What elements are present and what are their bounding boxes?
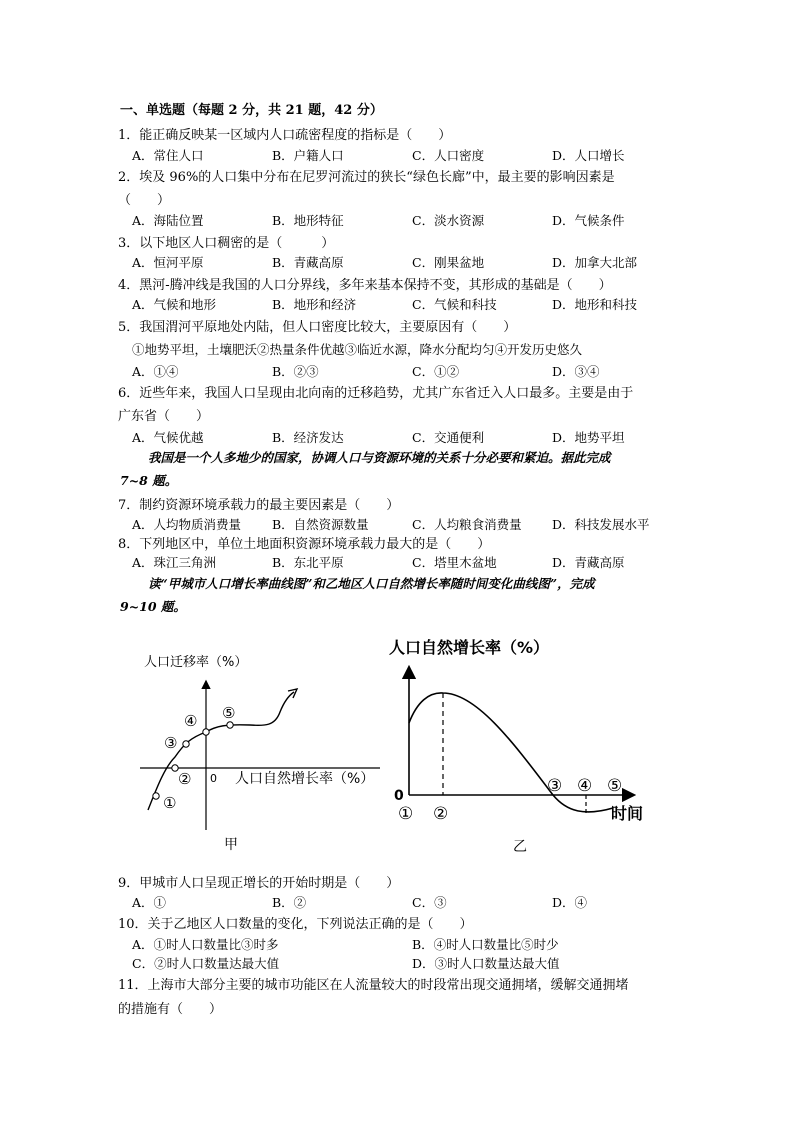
jia-origin: 0 <box>210 772 217 785</box>
option-d[interactable]: D．地形和科技 <box>552 297 638 312</box>
question-10-stem: 10．关于乙地区人口数量的变化，下列说法正确的是（ ） <box>118 917 473 932</box>
option-d[interactable]: D．科技发展水平 <box>552 517 650 532</box>
option-d[interactable]: D．青藏高原 <box>552 555 625 570</box>
option-d[interactable]: D．气候条件 <box>552 213 625 228</box>
option-a[interactable]: A．气候和地形 <box>132 297 217 312</box>
option-d[interactable]: D．地势平坦 <box>552 430 625 445</box>
option-a[interactable]: A．常住人口 <box>132 148 204 163</box>
question-5-options <box>132 362 692 380</box>
option-b[interactable]: B．② <box>272 895 307 910</box>
material-2-line-1: 读“甲城市人口增长率曲线图”和乙地区人口自然增长率随时间变化曲线图”，完成 <box>148 576 595 591</box>
yi-caption: 乙 <box>513 839 527 855</box>
option-a[interactable]: A．①时人口数量比③时多 <box>132 937 279 952</box>
option-b[interactable]: B．自然资源数量 <box>272 517 369 532</box>
option-a[interactable]: A．珠江三角洲 <box>132 555 217 570</box>
yi-label-5: ⑤ <box>607 776 623 796</box>
section-title: 一、单选题（每题 2 分，共 21 题，42 分） <box>120 103 383 118</box>
option-b[interactable]: B．青藏高原 <box>272 255 344 270</box>
figure-yi <box>385 630 675 860</box>
option-c[interactable]: C．人均粮食消费量 <box>412 517 522 532</box>
material-2-line-2: 9~10 题。 <box>120 599 186 614</box>
jia-ylabel: 人口迁移率（%） <box>144 655 248 670</box>
jia-label-3: ③ <box>164 734 178 752</box>
option-a[interactable]: A．人均物质消费量 <box>132 517 242 532</box>
jia-caption: 甲 <box>224 837 238 853</box>
jia-label-1: ① <box>163 794 177 812</box>
option-c[interactable]: C．人口密度 <box>412 148 485 163</box>
jia-point-4 <box>203 729 209 735</box>
yi-label-1: ① <box>398 804 414 824</box>
jia-point-3 <box>183 741 189 747</box>
question-2-stem: 2．埃及 96%的人口集中分布在尼罗河流过的狭长“绿色长廊”中，最主要的影响因素是 <box>118 170 615 185</box>
option-c[interactable]: C．③ <box>412 895 447 910</box>
question-9-stem: 9．甲城市人口呈现正增长的开始时期是（ ） <box>118 876 400 891</box>
yi-xlabel: 时间 <box>611 804 644 823</box>
question-5-stem: 5．我国渭河平原地处内陆，但人口密度比较大，主要原因有（ ） <box>118 320 517 335</box>
option-d[interactable]: D．④ <box>552 895 588 910</box>
question-1-options <box>132 146 692 164</box>
jia-label-5: ⑤ <box>222 704 236 722</box>
question-3-stem: 3．以下地区人口稠密的是（ ） <box>118 236 335 251</box>
question-7-options <box>132 515 692 533</box>
question-10-options-row-1 <box>132 935 692 953</box>
option-b[interactable]: B．地形特征 <box>272 213 344 228</box>
yi-label-3: ③ <box>547 776 563 796</box>
option-b[interactable]: B．户籍人口 <box>272 148 344 163</box>
question-10-options-row-2 <box>132 954 692 972</box>
option-b[interactable]: B．④时人口数量比⑤时少 <box>412 937 559 952</box>
jia-label-4: ④ <box>184 712 198 730</box>
option-c[interactable]: C．刚果盆地 <box>412 255 485 270</box>
material-1-line-2: 7~8 题。 <box>120 473 178 488</box>
question-6-stem: 6．近些年来，我国人口呈现由北向南的迁移趋势，尤其广东省迁入人口最多。主要是由于 <box>118 386 634 401</box>
question-6-stem-cont: 广东省（ ） <box>118 409 210 424</box>
question-11-stem: 11．上海市大部分主要的城市功能区在人流量较大的时段常出现交通拥堵，缓解交通拥堵 <box>118 978 629 993</box>
question-7-stem: 7．制约资源环境承载力的最主要因素是（ ） <box>118 498 400 513</box>
jia-label-2: ② <box>178 770 192 788</box>
yi-label-4: ④ <box>577 776 593 796</box>
question-4-stem: 4．黑河-腾冲线是我国的人口分界线，多年来基本保持不变，其形成的基础是（ ） <box>118 278 612 293</box>
option-c[interactable]: C．淡水资源 <box>412 213 485 228</box>
option-c[interactable]: C．①② <box>412 364 460 379</box>
question-8-options <box>132 553 692 571</box>
question-9-options <box>132 893 692 911</box>
material-1-line-1: 我国是一个人多地少的国家，协调人口与资源环境的关系十分必要和紧迫。据此完成 <box>148 450 611 465</box>
option-c[interactable]: C．②时人口数量达最大值 <box>132 956 280 971</box>
option-c[interactable]: C．气候和科技 <box>412 297 497 312</box>
option-d[interactable]: D．③④ <box>552 364 600 379</box>
option-a[interactable]: A．海陆位置 <box>132 213 204 228</box>
question-8-stem: 8．下列地区中，单位土地面积资源环境承载力最大的是（ ） <box>118 537 491 552</box>
option-b[interactable]: B．地形和经济 <box>272 297 357 312</box>
option-a[interactable]: A．①④ <box>132 364 179 379</box>
question-3-options <box>132 253 692 271</box>
question-5-stem-cont: ①地势平坦，土壤肥沃②热量条件优越③临近水源，降水分配均匀④开发历史悠久 <box>132 342 583 357</box>
option-d[interactable]: D．人口增长 <box>552 148 625 163</box>
yi-origin: 0 <box>394 788 404 804</box>
question-2-stem-cont: （ ） <box>118 193 171 208</box>
jia-point-1 <box>153 793 159 799</box>
option-b[interactable]: B．东北平原 <box>272 555 344 570</box>
question-1-stem: 1．能正确反映某一区域内人口疏密程度的指标是（ ） <box>118 128 452 143</box>
question-4-options <box>132 295 692 313</box>
option-c[interactable]: C．塔里木盆地 <box>412 555 497 570</box>
option-a[interactable]: A．恒河平原 <box>132 255 204 270</box>
option-d[interactable]: D．加拿大北部 <box>552 255 638 270</box>
option-b[interactable]: B．经济发达 <box>272 430 344 445</box>
figure-jia <box>130 640 400 860</box>
option-c[interactable]: C．交通便利 <box>412 430 485 445</box>
jia-point-5 <box>227 722 233 728</box>
jia-xlabel: 人口自然增长率（%） <box>235 771 375 787</box>
question-11-stem-cont: 的措施有（ ） <box>118 1002 223 1017</box>
question-2-options <box>132 211 692 229</box>
option-b[interactable]: B．②③ <box>272 364 319 379</box>
question-6-options <box>132 428 692 446</box>
option-d[interactable]: D．③时人口数量达最大值 <box>412 956 560 971</box>
yi-label-2: ② <box>433 804 449 824</box>
option-a[interactable]: A．① <box>132 895 167 910</box>
yi-ylabel: 人口自然增长率（%） <box>389 638 550 657</box>
option-a[interactable]: A．气候优越 <box>132 430 204 445</box>
